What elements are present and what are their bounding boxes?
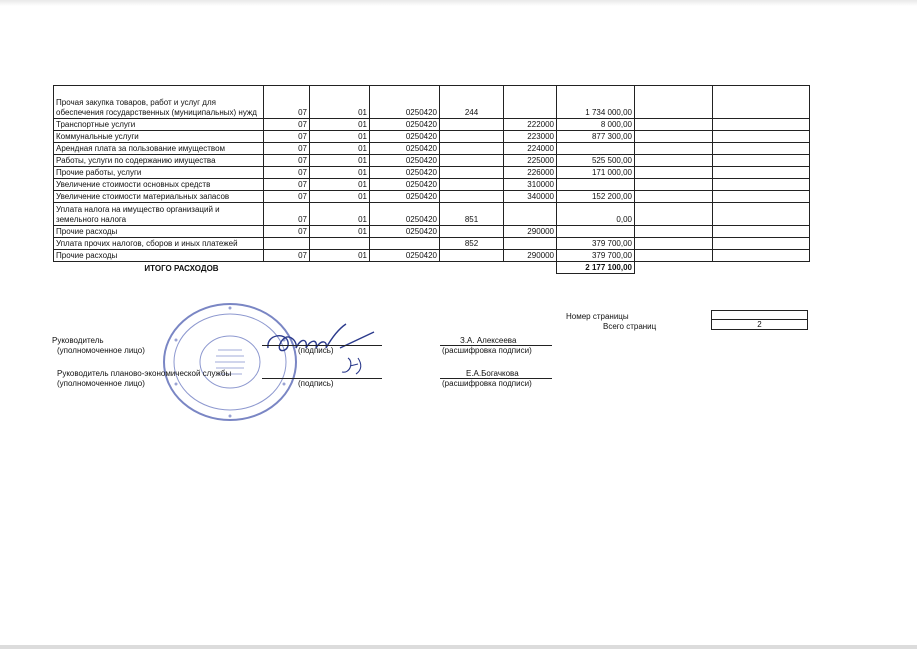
table-row [54,167,810,179]
row-code-2: 01 [310,155,370,167]
row-empty-cell [635,155,713,167]
table-row [54,155,810,167]
planning-name: Е.А.Богачкова [466,369,519,378]
row-code-5: 290000 [504,250,557,262]
row-code-5: 226000 [504,167,557,179]
row-amount: 379 700,00 [557,250,635,262]
total-value: 2 177 100,00 [557,262,635,274]
row-code-1: 07 [264,155,310,167]
row-amount: 525 500,00 [557,155,635,167]
row-code-3: 0250420 [370,191,440,203]
row-name: Прочие работы, услуги [54,167,264,179]
page-number-label: Номер страницы [566,312,629,321]
row-code-5: 290000 [504,226,557,238]
row-code-1: 07 [264,179,310,191]
total-pages-label: Всего страниц [603,322,657,331]
row-empty-cell [713,226,810,238]
row-name: Уплата прочих налогов, сборов и иных платежей [54,238,264,250]
row-empty-cell [635,238,713,250]
row-code-4 [440,131,504,143]
row-code-5 [504,203,557,226]
planning-title: Руководитель планово-экономической службы [57,369,232,378]
row-empty-cell [713,119,810,131]
row-name: Арендная плата за пользование имуществом [54,143,264,155]
row-code-2: 01 [310,203,370,226]
scan-shadow-top [0,0,917,6]
total-row [54,262,810,274]
row-code-2: 01 [310,119,370,131]
row-empty-cell [713,143,810,155]
row-code-4 [440,179,504,191]
table-row [54,250,810,262]
table-row [54,86,810,119]
row-code-4 [440,119,504,131]
head-name: З.А. Алексеева [460,336,517,345]
head-name-caption: (расшифровка подписи) [442,346,532,355]
row-code-5: 340000 [504,191,557,203]
row-empty-cell [635,119,713,131]
row-amount: 379 700,00 [557,238,635,250]
row-code-3: 0250420 [370,155,440,167]
row-name: Транспортные услуги [54,119,264,131]
row-code-3: 0250420 [370,226,440,238]
row-code-4: 852 [440,238,504,250]
table-row [54,226,810,238]
row-name: Работы, услуги по содержанию имущества [54,155,264,167]
row-amount: 1 734 000,00 [557,86,635,119]
row-code-5: 222000 [504,119,557,131]
row-code-4 [440,226,504,238]
planning-subtitle: (уполномоченное лицо) [57,379,145,388]
row-amount [557,226,635,238]
expenses-table [53,85,810,274]
row-code-2: 01 [310,143,370,155]
row-code-1: 07 [264,143,310,155]
planning-name-caption: (расшифровка подписи) [442,379,532,388]
row-amount: 152 200,00 [557,191,635,203]
row-empty-cell [713,191,810,203]
row-name: Коммунальные услуги [54,131,264,143]
total-pages-box: 2 [711,319,808,330]
row-code-3: 0250420 [370,250,440,262]
total-label: ИТОГО РАСХОДОВ [54,262,310,274]
row-code-3: 0250420 [370,131,440,143]
row-code-2: 01 [310,191,370,203]
row-code-1: 07 [264,250,310,262]
head-subtitle: (уполномоченное лицо) [57,346,145,355]
row-code-4 [440,143,504,155]
scan-shadow-bottom [0,645,917,649]
row-code-2: 01 [310,167,370,179]
row-code-5: 223000 [504,131,557,143]
row-amount: 8 000,00 [557,119,635,131]
row-code-3: 0250420 [370,167,440,179]
row-empty-cell [635,86,713,119]
row-empty-cell [713,167,810,179]
row-amount: 171 000,00 [557,167,635,179]
row-code-5 [504,86,557,119]
row-amount: 877 300,00 [557,131,635,143]
row-code-5: 224000 [504,143,557,155]
table-row [54,238,810,250]
row-code-1: 07 [264,86,310,119]
row-empty-cell [713,179,810,191]
row-empty-cell [635,226,713,238]
row-code-4 [440,250,504,262]
row-code-1: 07 [264,191,310,203]
row-code-1: 07 [264,226,310,238]
row-name: Прочая закупка товаров, работ и услуг для обеспечения государственных (муниципальных) нужд [54,86,264,119]
row-code-2 [310,238,370,250]
row-empty-cell [635,167,713,179]
row-empty-cell [713,238,810,250]
row-code-1: 07 [264,119,310,131]
row-amount [557,143,635,155]
row-name: Прочие расходы [54,226,264,238]
row-code-2: 01 [310,86,370,119]
row-code-1: 07 [264,203,310,226]
row-name: Увеличение стоимости материальных запасов [54,191,264,203]
row-code-3: 0250420 [370,143,440,155]
row-empty-cell [635,143,713,155]
table-row [54,203,810,226]
row-empty-cell [713,155,810,167]
row-code-4 [440,155,504,167]
row-code-4: 851 [440,203,504,226]
row-code-5: 310000 [504,179,557,191]
row-code-5: 225000 [504,155,557,167]
row-name: Увеличение стоимости основных средств [54,179,264,191]
row-name: Уплата налога на имущество организаций и земельного налога [54,203,264,226]
row-code-1: 07 [264,131,310,143]
row-code-2: 01 [310,179,370,191]
row-empty-cell [635,131,713,143]
row-code-3 [370,238,440,250]
planning-signature-caption: (подпись) [298,379,334,388]
table-row [54,179,810,191]
row-amount: 0,00 [557,203,635,226]
row-code-5 [504,238,557,250]
table-row [54,143,810,155]
row-empty-cell [635,203,713,226]
row-empty-cell [713,86,810,119]
row-code-1 [264,238,310,250]
row-name: Прочие расходы [54,250,264,262]
row-empty-cell [635,179,713,191]
row-code-2: 01 [310,250,370,262]
row-empty-cell [635,191,713,203]
row-code-2: 01 [310,131,370,143]
row-empty-cell [713,250,810,262]
row-code-4 [440,167,504,179]
row-amount [557,179,635,191]
row-code-1: 07 [264,167,310,179]
head-signature-caption: (подпись) [298,346,334,355]
row-code-3: 0250420 [370,86,440,119]
row-code-4: 244 [440,86,504,119]
row-empty-cell [713,131,810,143]
row-empty-cell [635,250,713,262]
row-code-4 [440,191,504,203]
row-code-3: 0250420 [370,119,440,131]
row-code-2: 01 [310,226,370,238]
table-row [54,131,810,143]
row-empty-cell [713,203,810,226]
table-row [54,119,810,131]
row-code-3: 0250420 [370,203,440,226]
row-code-3: 0250420 [370,179,440,191]
head-title: Руководитель [52,336,104,345]
table-row [54,191,810,203]
